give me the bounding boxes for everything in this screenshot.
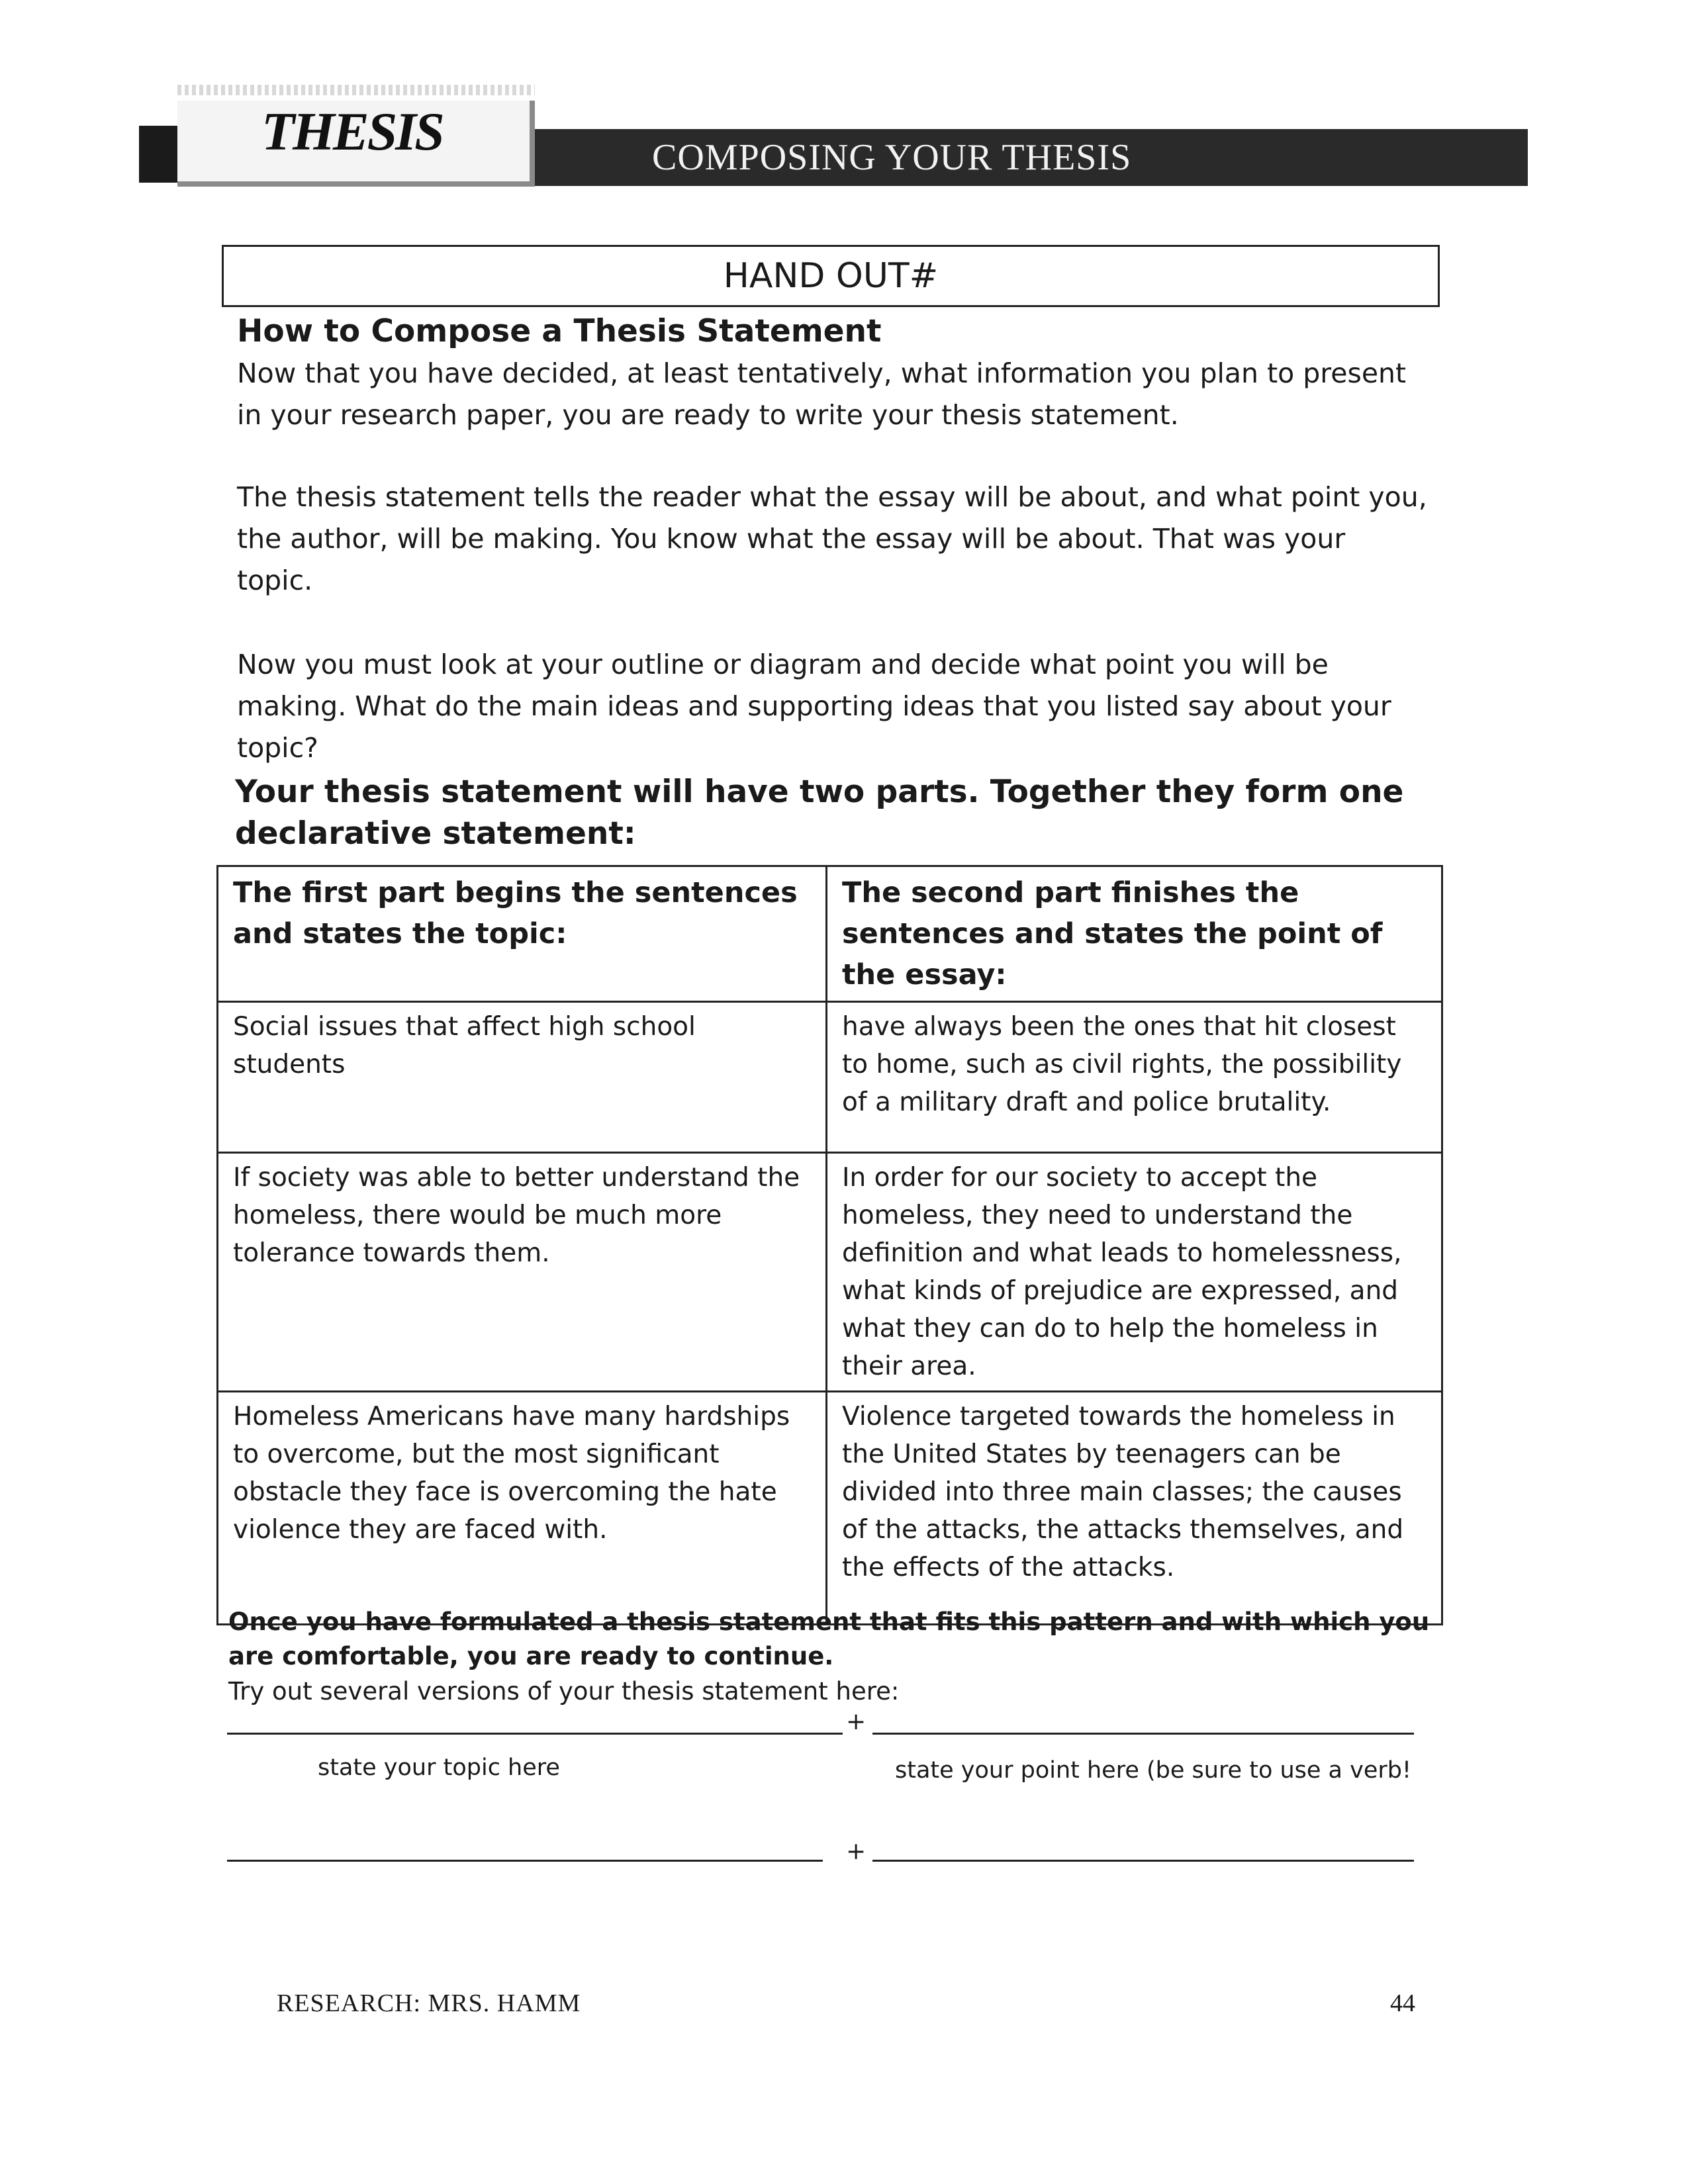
header-left-block (139, 126, 179, 183)
intro-paragraph-2: The thesis statement tells the reader what the essay will be about, and what point you, the author, will be making. You know what the essay will be about. That was your topic. (237, 481, 1427, 596)
topic-caption: state your topic here (318, 1754, 560, 1781)
table-header-first-part: The first part begins the sentences and states the topic: (218, 866, 827, 1002)
table-header-row (218, 866, 1442, 1002)
point-caption: state your point here (be sure to use a verb! (895, 1757, 1412, 1784)
page-number: 44 (1390, 1989, 1415, 2017)
section-heading: How to Compose a Thesis Statement (237, 313, 882, 349)
thesis-parts-table (216, 865, 1443, 1625)
table-cell-point: In order for our society to accept the homeless, they need to understand the definition and what leads to homelessness, what kinds of prejudice are expressed, and what they can do to help the homeless in their area. (827, 1153, 1442, 1392)
header-decoration (177, 85, 535, 95)
intro-paragraph-3: Now you must look at your outline or diagram and decide what point you will be making. What do the main ideas and supporting ideas that you listed say about your topic? (237, 649, 1391, 764)
point-blank-line-2[interactable] (872, 1860, 1414, 1862)
two-parts-statement: Your thesis statement will have two parts. Together they form one declarative statement: (235, 774, 1404, 852)
handout-title: HAND OUT# (723, 256, 939, 296)
table-cell-topic: If society was able to better understand the homeless, there would be much more tolerance towards them. (218, 1153, 827, 1392)
section-label: THESIS (261, 101, 443, 161)
plus-sign-1: + (846, 1708, 867, 1735)
tryout-instructions: Try out several versions of your thesis statement here: (228, 1677, 900, 1706)
continue-instructions: Once you have formulated a thesis statement that fits this pattern and with which you are comfortable, you are ready to continue. (228, 1608, 1430, 1670)
table-header-second-part: The second part finishes the sentences and states the point of the essay: (827, 866, 1442, 1002)
topic-blank-line-1[interactable] (227, 1733, 843, 1735)
table-row (218, 1153, 1442, 1392)
header-title: COMPOSING YOUR THESIS (652, 137, 1132, 178)
table-cell-topic: Homeless Americans have many hardships to overcome, but the most significant obstacle they face is overcoming the hate violence they are faced with. (218, 1392, 827, 1625)
table-row (218, 1002, 1442, 1153)
table-cell-point: have always been the ones that hit closest to home, such as civil rights, the possibility of a military draft and police brutality. (827, 1002, 1442, 1153)
table-cell-point: Violence targeted towards the homeless in the United States by teenagers can be divided into three main classes; the causes of the attacks, the attacks themselves, and the effects of the attacks. (827, 1392, 1442, 1625)
table-row (218, 1392, 1442, 1625)
footer-course-label: RESEARCH: MRS. HAMM (277, 1989, 581, 2017)
intro-paragraph-1: Now that you have decided, at least tentatively, what information you plan to present in your research paper, you are ready to write your thesis statement. (237, 357, 1407, 431)
topic-blank-line-2[interactable] (227, 1860, 823, 1862)
plus-sign-2: + (846, 1838, 867, 1865)
point-blank-line-1[interactable] (872, 1733, 1414, 1735)
table-cell-topic: Social issues that affect high school students (218, 1002, 827, 1153)
